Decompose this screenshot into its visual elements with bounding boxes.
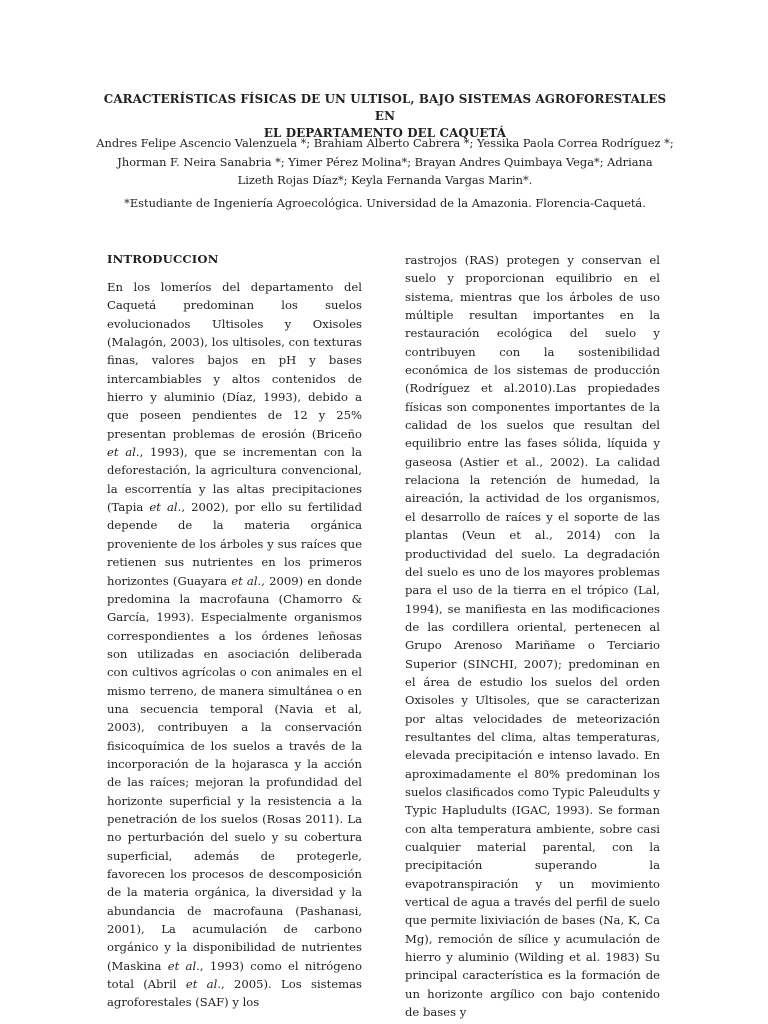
body-text-run: ., 2005). Los sistemas agroforestales (SAF) y los <box>107 977 362 1010</box>
title-line-1: CARACTERÍSTICAS FÍSICAS DE UN ULTISOL, BAJO SISTEMAS AGROFORESTALES EN <box>103 92 667 123</box>
body-text-run: ., 1993) como el nitrógeno total (Abril <box>107 958 362 992</box>
body-paragraph-right: rastrojos (RAS) protegen y conservan el suelo y proporcionan equilibrio en el sistema, mientras que los árboles de uso múltiple resultan importantes en la restauración ecológica del suelo y contribuyen con la sostenibilidad económica de los sistemas de producción (Rodríguez et al.2010).Las propiedades físicas son componentes importantes de la calidad de los suelos que resultan del equilibrio entre las fases sólida, líquida y gaseosa (Astier et al., 2002). La calidad relaciona la retención de humedad, la aireación, la actividad de los organismos, el desarrollo de raíces y el soporte de las plantas (Veun et al., 2014) con la productividad del suelo. La degradación del suelo es uno de los mayores problemas para el uso de la tierra en el trópico (Lal, 1994), se manifiesta en las modificaciones de las cordillera oriental, pertenecen al Grupo Arenoso Mariñame o Terciario Superior (SINCHI, 2007); predominan en el área de estudio los suelos del orden Oxisoles y Ultisoles, que se caracterizan por altas velocidades de meteorización resultantes del clima, altas temperaturas, elevada precipitación e intenso lavado. En aproximadamente el 80% predominan los suelos clasificados como Typic Paleudults y Typic Hapludults (IGAC, 1993). Se forman con alta temperatura ambiente, sobre casi cualquier material parental, con la precipitación superando la evapotranspiración y un movimiento vertical de agua a través del perfil de suelo que permite lixiviación de bases (Na, K, Ca Mg), remoción de sílice y acumulación de hierro y aluminio (Wilding et al. 1983) Su principal característica es la formación de un horizonte argílico con bajo contenido de bases y <box>405 253 660 1020</box>
body-text-run: ., 1993), que se incrementan con la deforestación, la agricultura convencional, la escorrentía y las altas precipitaciones (Tapia <box>107 445 363 515</box>
body-text-run: ., 2009) en donde predomina la macrofauna (Chamorro & García, 1993). Especialmente organismos correspondientes a los órdenes leñosas son utilizadas en asociación deliberada con cultivos agrícolas o con animales en el mismo terreno, de manera simultánea o en una secuencia temporal (Navia et al, 2003), contribuyen a la conservación fisicoquímica de los suelos a través de la incorporación de la hojarasca y la acción de las raíces; mejoran la profundidad del horizonte superficial y la resistencia a la penetración de los suelos (Rosas 2011). La no perturbación del suelo y su cobertura superficial, además de protegerle, favorecen los procesos de descomposición de la materia orgánica, la diversidad y la abundancia de macrofauna (Pashanasi, 2001), La acumulación de carbono orgánico y la disponibilidad de nutrientes (Maskina <box>107 573 363 973</box>
title-line-2: EL DEPARTAMENTO DEL CAQUETÁ <box>263 126 507 140</box>
affiliation: *Estudiante de Ingeniería Agroecológica. Universidad de la Amazonia. Florencia-Caquetá. <box>124 196 646 210</box>
citation-et-al: et al <box>149 500 178 515</box>
citation-et-al: et al <box>231 573 258 588</box>
citation-et-al: et al <box>167 958 197 973</box>
section-heading: INTRODUCCION <box>107 252 219 266</box>
authors-line-2: Jhorman F. Neira Sanabria *; Yimer Pérez Molina*; Brayan Andres Quimbaya Vega*; Adriana <box>117 154 653 169</box>
body-paragraph-left <box>107 278 362 1012</box>
citation-et-al: et al <box>185 977 218 992</box>
body-column-right <box>405 251 660 1021</box>
authors-line-1: Andres Felipe Ascencio Valenzuela *; Brahiam Alberto Cabrera *; Yessika Paola Correa Rodríguez *; <box>96 136 674 150</box>
body-column-left <box>107 278 362 1012</box>
authors-line-3: Lizeth Rojas Díaz*; Keyla Fernanda Vargas Marin*. <box>237 173 533 187</box>
citation-et-al: et al <box>107 445 136 460</box>
body-text-run: En los lomeríos del departamento del Caquetá predominan los suelos evolucionados Ultisoles y Oxisoles (Malagón, 2003), los ultisoles, con texturas finas, valores bajos en pH y bases intercambiables y altos contenidos de hierro y aluminio (Díaz, 1993), debido a que poseen pendientes de 12 y 25% presentan problemas de erosión (Briceño <box>107 280 362 441</box>
body-text-run: ., 2002), por ello su fertilidad depende de la materia orgánica proveniente de los árboles y sus raíces que retienen sus nutrientes en los primeros horizontes (Guayara <box>107 500 362 588</box>
author-list <box>96 134 674 190</box>
